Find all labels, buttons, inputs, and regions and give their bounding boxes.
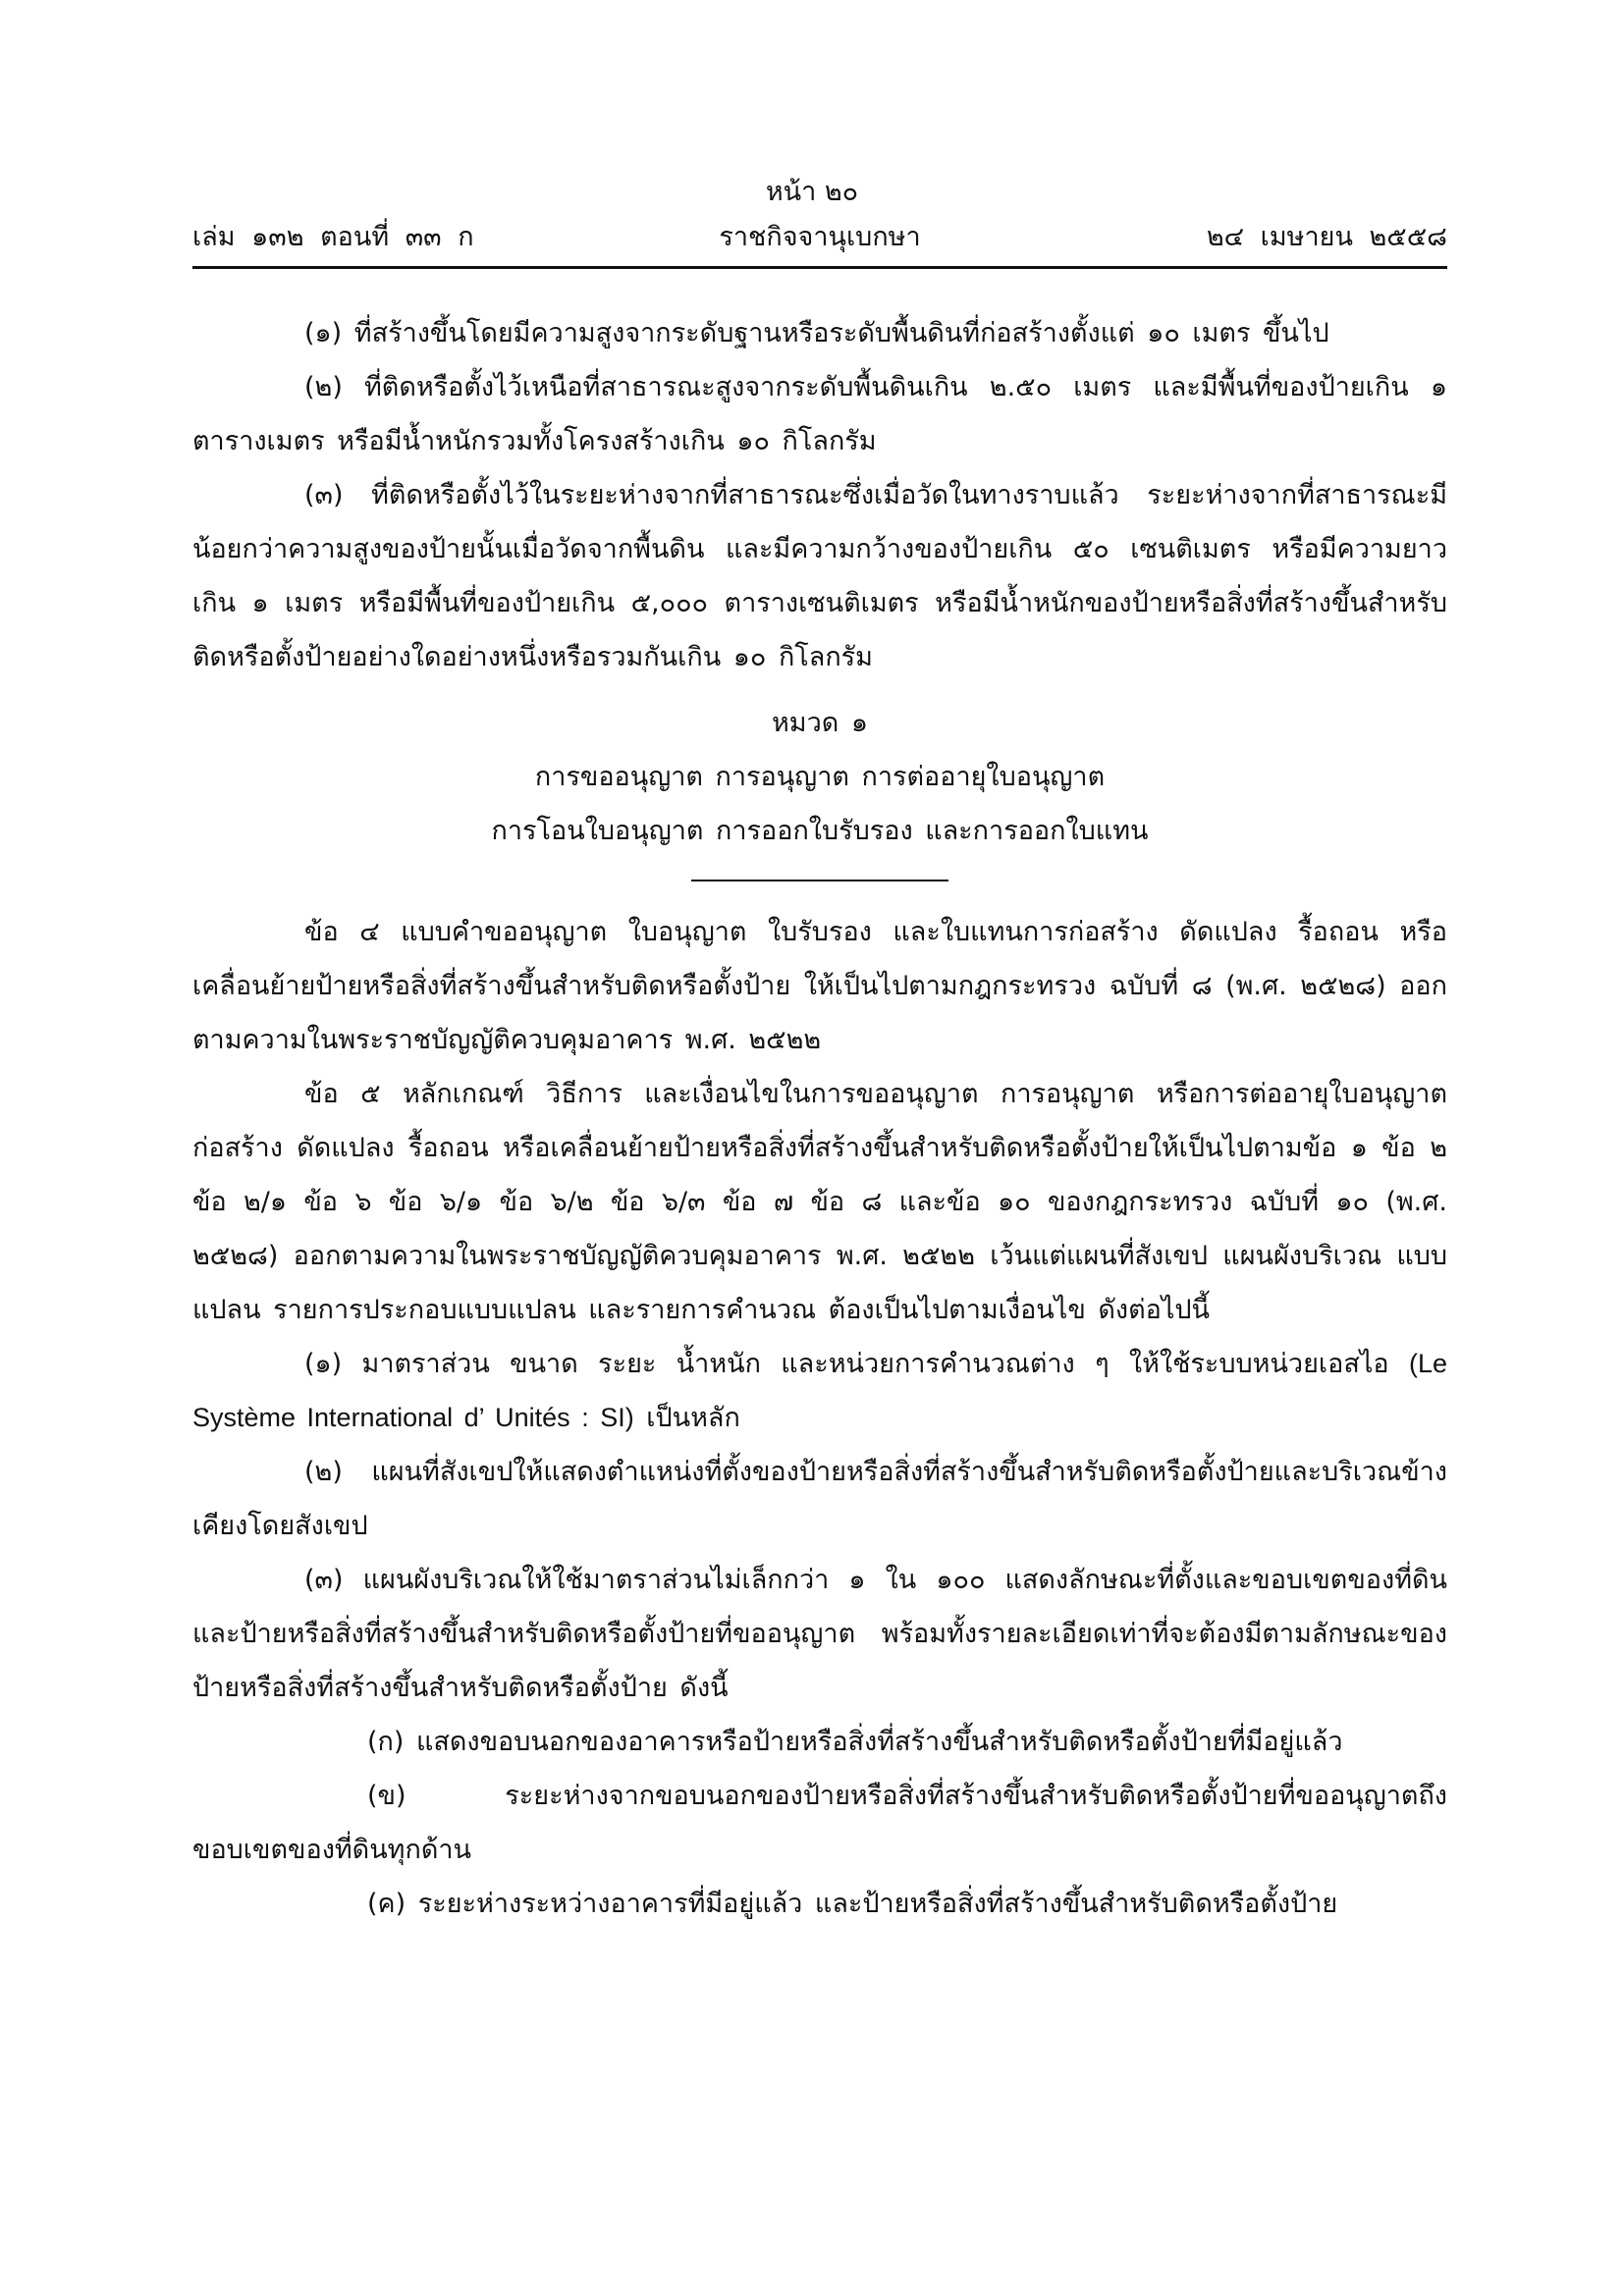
header-rule xyxy=(192,266,1447,269)
item-1-suffix: เป็นหลัก xyxy=(633,1403,740,1433)
sub-item-kho-kwai: (ค) ระยะห่างระหว่างอาคารที่มีอยู่แล้ว และป้ายหรือสิ่งที่สร้างขึ้นสำหรับติดหรือตั้งป้าย xyxy=(367,1889,1338,1919)
publication-date: ๒๔ เมษายน ๒๕๕๘ xyxy=(1206,222,1447,252)
sub-item-kho: (ข) ระยะห่างจากขอบนอกของป้ายหรือสิ่งที่สร้างขึ้นสำหรับติดหรือตั้งป้ายที่ขออนุญาตถึงขอบเขตของที่ดินทุกด้าน xyxy=(192,1781,1447,1865)
item-3: (๓) แผนผังบริเวณให้ใช้มาตราส่วนไม่เล็กกว่า ๑ ใน ๑๐๐ แสดงลักษณะที่ตั้งและขอบเขตของที่ดิน และป้ายหรือสิ่งที่สร้างขึ้นสำหรับติดหรือตั้งป้ายที่ขออนุญาต พร้อมทั้งรายละเอียดเท่าที่จะต้องมีตามลักษณะของป้ายหรือสิ่งที่สร้างขึ้นสำหรับติดหรือตั้งป้าย ดังนี้ xyxy=(192,1565,1447,1703)
item-2: (๒) แผนที่สังเขปให้แสดงตำแหน่งที่ตั้งของป้ายหรือสิ่งที่สร้างขึ้นสำหรับติดหรือตั้งป้ายและบริเวณข้างเคียงโดยสังเขป xyxy=(192,1457,1447,1541)
volume-issue: เล่ม ๑๓๒ ตอนที่ ๓๓ ก xyxy=(192,222,474,252)
chapter-title-line-2: การโอนใบอนุญาต การออกใบรับรอง และการออกใบแทน xyxy=(491,816,1149,846)
item-1-text: (๑) มาตราส่วน ขนาด ระยะ น้ำหนัก และหน่วยการคำนวณต่าง ๆ ให้ใช้ระบบหน่วยเอสไอ xyxy=(304,1349,1389,1379)
gazette-name: ราชกิจจานุเบกษา xyxy=(719,222,921,252)
item-1-latin-term: (Le Système International d’ Unités : SI) xyxy=(192,1349,1447,1432)
chapter-divider xyxy=(691,880,948,881)
item-1 xyxy=(192,1337,1447,1445)
gazette-header xyxy=(192,218,1447,257)
paragraph-1: (๑) ที่สร้างขึ้นโดยมีความสูงจากระดับฐานหรือระดับพื้นดินที่ก่อสร้างตั้งแต่ ๑๐ เมตร ขึ้นไป xyxy=(304,318,1329,348)
chapter-title-line-1: การขออนุญาต การอนุญาต การต่ออายุใบอนุญาต xyxy=(534,762,1106,792)
sub-item-ka: (ก) แสดงขอบนอกของอาคารหรือป้ายหรือสิ่งที่สร้างขึ้นสำหรับติดหรือตั้งป้ายที่มีอยู่แล้ว xyxy=(367,1727,1343,1757)
paragraph-2: (๒) ที่ติดหรือตั้งไว้เหนือที่สาธารณะสูงจากระดับพื้นดินเกิน ๒.๕๐ เมตร และมีพื้นที่ของป้ายเกิน ๑ ตารางเมตร หรือมีน้ำหนักรวมทั้งโครงสร้างเกิน ๑๐ กิโลกรัม xyxy=(192,372,1447,456)
clause-5: ข้อ ๕ หลักเกณฑ์ วิธีการ และเงื่อนไขในการขออนุญาต การอนุญาต หรือการต่ออายุใบอนุญาตก่อสร้าง ดัดแปลง รื้อถอน หรือเคลื่อนย้ายป้ายหรือสิ่งที่สร้างขึ้นสำหรับติดหรือตั้งป้ายให้เป็นไปตามข้อ ๑ ข้อ ๒ ข้อ ๒/๑ ข้อ ๖ ข้อ ๖/๑ ข้อ ๖/๒ ข้อ ๖/๓ ข้อ ๗ ข้อ ๘ และข้อ ๑๐ ของกฎกระทรวง ฉบับที่ ๑๐ (พ.ศ. ๒๕๒๘) ออกตามความในพระราชบัญญัติควบคุมอาคาร พ.ศ. ๒๕๒๒ เว้นแต่แผนที่สังเขป แผนผังบริเวณ แบบแปลน รายการประกอบแบบแปลน และรายการคำนวณ ต้องเป็นไปตามเงื่อนไข ดังต่อไปนี้ xyxy=(192,1079,1447,1325)
paragraph-3: (๓) ที่ติดหรือตั้งไว้ในระยะห่างจากที่สาธารณะซึ่งเมื่อวัดในทางราบแล้ว ระยะห่างจากที่สาธารณะมีน้อยกว่าความสูงของป้ายนั้นเมื่อวัดจากพื้นดิน และมีความกว้างของป้ายเกิน ๕๐ เซนติเมตร หรือมีความยาวเกิน ๑ เมตร หรือมีพื้นที่ของป้ายเกิน ๕,๐๐๐ ตารางเซนติเมตร หรือมีน้ำหนักของป้ายหรือสิ่งที่สร้างขึ้นสำหรับติดหรือตั้งป้ายอย่างใดอย่างหนึ่งหรือรวมกันเกิน ๑๐ กิโลกรัม xyxy=(192,480,1447,672)
document-body xyxy=(192,306,1447,1931)
clause-4: ข้อ ๔ แบบคำขออนุญาต ใบอนุญาต ใบรับรอง และใบแทนการก่อสร้าง ดัดแปลง รื้อถอน หรือเคลื่อนย้ายป้ายหรือสิ่งที่สร้างขึ้นสำหรับติดหรือตั้งป้าย ให้เป็นไปตามกฎกระทรวง ฉบับที่ ๘ (พ.ศ. ๒๕๒๘) ออกตามความในพระราชบัญญัติควบคุมอาคาร พ.ศ. ๒๕๒๒ xyxy=(192,917,1447,1055)
page-number: หน้า ๒๐ xyxy=(765,177,859,207)
chapter-number: หมวด ๑ xyxy=(771,708,868,738)
